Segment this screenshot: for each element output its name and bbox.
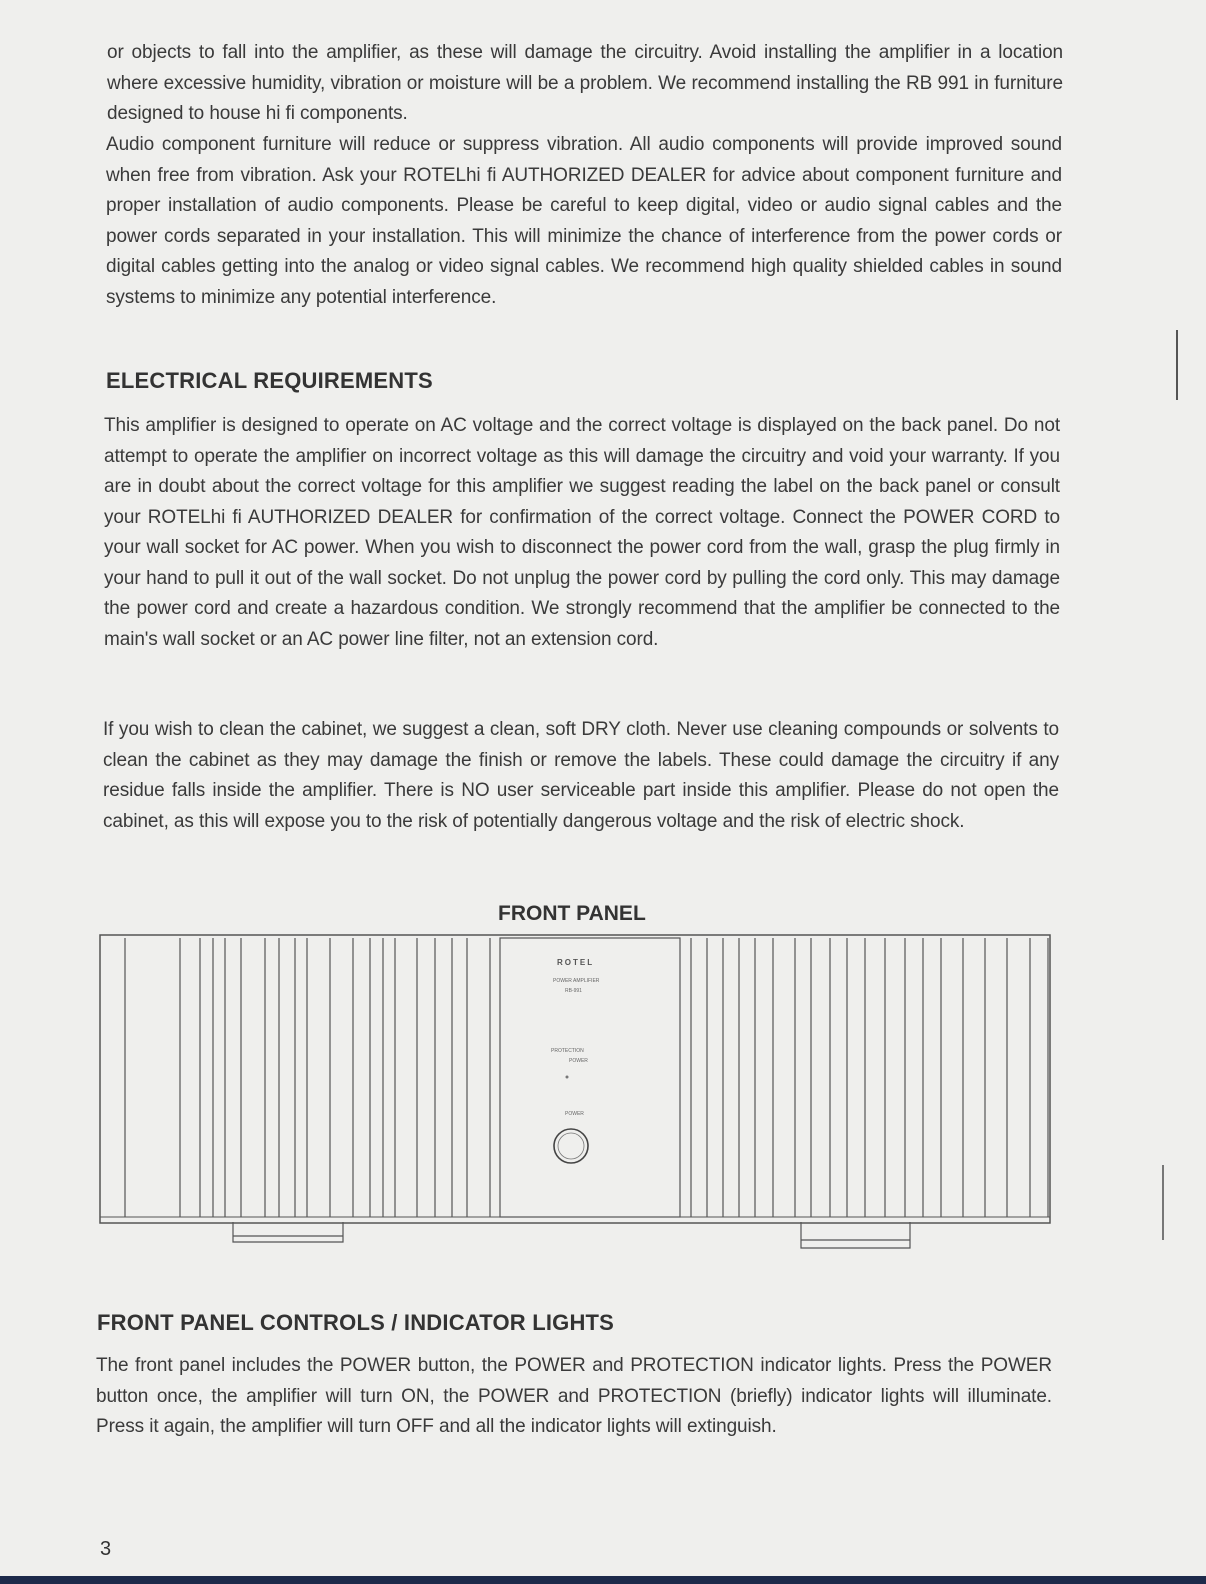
controls-paragraph: The front panel includes the POWER button, the POWER and PROTECTION indicator lights. Press the POWER button once, the amplifier will turn ON, the POWER and PROTECTION (briefly) indicator lights will illuminate. Press it again, the amplifier will turn OFF and all the indicator lights will extinguish.	[96, 1355, 1052, 1437]
model-line-1: POWER AMPLIFIER	[553, 978, 600, 984]
brand-logo: ROTEL	[557, 958, 595, 967]
model-line-2: RB-991	[565, 988, 582, 994]
page-number: 3	[100, 1538, 112, 1560]
electrical-heading: ELECTRICAL REQUIREMENTS	[106, 368, 433, 393]
intro-paragraph: or objects to fall into the amplifier, as these will damage the circuitry. Avoid installing the amplifier in a location where excessive humidity, vibration or moisture will be a problem. We recommend installing the RB 991 in furniture designed to house hi fi components.	[107, 42, 1063, 124]
protection-label: PROTECTION	[551, 1048, 584, 1054]
power-button-label: POWER	[565, 1111, 584, 1117]
controls-heading: FRONT PANEL CONTROLS / INDICATOR LIGHTS	[97, 1310, 615, 1335]
furniture-paragraph: Audio component furniture will reduce or suppress vibration. All audio components will provide improved sound when free from vibration. Ask your ROTELhi fi AUTHORIZED DEALER for advice about component furniture and proper installation of audio components. Please be careful to keep digital, video or audio signal cables and the power cords separated in your installation. This will minimize the chance of interference from the power cords or digital cables getting into the analog or video signal cables. We recommend high quality shielded cables in sound systems to minimize any potential interference.	[106, 134, 1062, 308]
power-indicator-label: POWER	[569, 1058, 588, 1064]
scan-bottom-edge	[0, 1576, 1206, 1584]
scan-edge-mark-top	[1176, 330, 1178, 400]
figure-caption: FRONT PANEL	[498, 902, 646, 925]
left-foot	[233, 1222, 343, 1242]
right-heatsink-fins	[691, 938, 1048, 1217]
power-button[interactable]	[554, 1129, 588, 1163]
front-panel-diagram	[95, 930, 1057, 1260]
electrical-paragraph: This amplifier is designed to operate on AC voltage and the correct voltage is displayed on the back panel. Do not attempt to operate the amplifier on incorrect voltage as this will damage the circuitry and void your warranty. If you are in doubt about the correct voltage for this amplifier we suggest reading the label on the back panel or consult your ROTELhi fi AUTHORIZED DEALER for confirmation of the correct voltage. Connect the POWER CORD to your wall socket for AC power. When you wish to disconnect the power cord from the wall, grasp the plug firmly in your hand to pull it out of the wall socket. Do not unplug the power cord by pulling the cord only. This may damage the power cord and create a hazardous condition. We strongly recommend that the amplifier be connected to the main's wall socket or an AC power line filter, not an extension cord.	[104, 415, 1060, 650]
left-heatsink-fins	[125, 938, 490, 1217]
cleaning-paragraph: If you wish to clean the cabinet, we suggest a clean, soft DRY cloth. Never use cleaning compounds or solvents to clean the cabinet as they may damage the finish or remove the labels. These could damage the circuitry if any residue falls inside the amplifier. There is NO user serviceable part inside this amplifier. Please do not open the cabinet, as this will expose you to the risk of potentially dangerous voltage and the risk of electric shock.	[103, 719, 1059, 832]
right-foot	[801, 1222, 910, 1248]
scan-edge-mark-bottom	[1162, 1165, 1164, 1240]
